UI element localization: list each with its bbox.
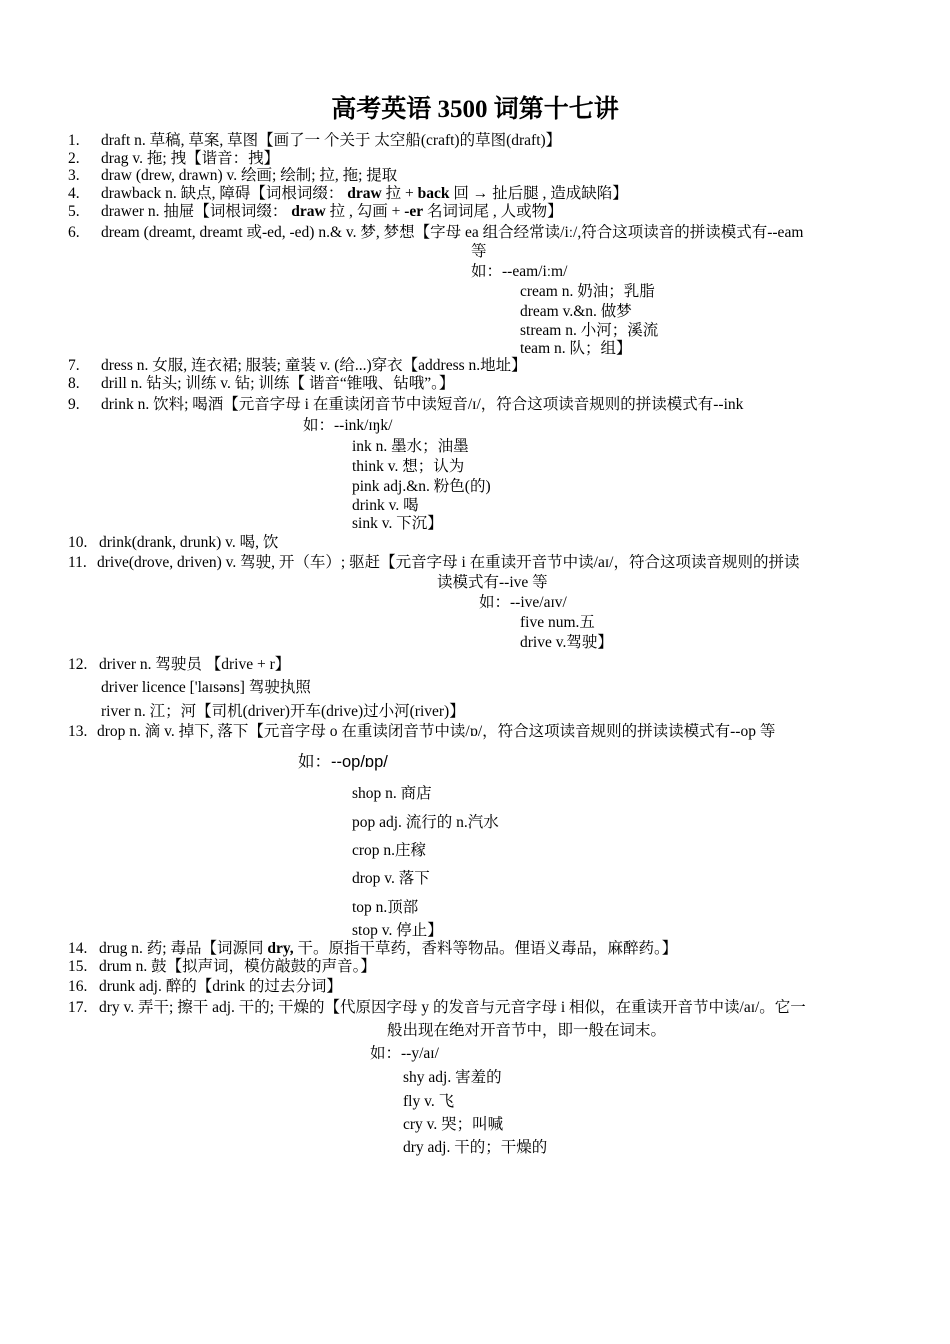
entry-17-cont: 般出现在绝对开音节中，即一般在词末。 [387,1022,667,1039]
entry-3-text: draw (drew, drawn) v. 绘画; 绘制; 拉, 拖; 提取 [101,167,398,184]
entry-12-num: 12. [68,656,88,673]
entry-6-word: cream n. 奶油；乳脂 [520,283,655,300]
entry-1-text: draft n. 草稿, 草案, 草图【画了一 个关于 太空船(craft)的草图(draft)】 [101,132,562,149]
entry-3-num: 3. [68,167,80,184]
entry-12-text: driver n. 驾驶员 【drive + r】 [99,656,291,673]
entry-6-word: dream v.&n. 做梦 [520,303,632,320]
entry-17-word: cry v. 哭；叫喊 [403,1116,504,1133]
entry-13-word: crop n.庄稼 [352,842,427,859]
entry-13-word: pop adj. 流行的 n.汽水 [352,814,499,831]
entry-2-text: drag v. 拖; 拽【谐音：拽】 [101,150,280,167]
entry-11-num: 11. [68,554,87,571]
entry-6-word: team n. 队；组】 [520,340,632,357]
entry-13-word: top n.顶部 [352,899,419,916]
entry-11-text: drive(drove, driven) v. 驾驶, 开（车）; 驱赶【元音字母 i 在重读开音节中读/aɪ/，符合这项读音规则的拼读 [97,554,800,571]
entry-1-num: 1. [68,132,80,149]
entry-12-line: driver licence ['laɪsəns] 驾驶执照 [101,679,311,696]
entry-13-word: stop v. 停止】 [352,922,443,939]
entry-9-word: think v. 想；认为 [352,458,465,475]
entry-9-text: drink n. 饮料; 喝酒【元音字母 i 在重读闭音节中读短音/ɪ/，符合这项读音规则的拼读模式有--ink [101,396,744,413]
entry-17-word: dry adj. 干的；干燥的 [403,1139,548,1156]
entry-6-num: 6. [68,224,80,241]
entry-12-line: river n. 江；河【司机(driver)开车(drive)过小河(river)】 [101,703,465,720]
entry-4-text: drawback n. 缺点, 障碍【词根词缀： draw 拉 + back 回 → 扯后腿 , 造成缺陷】 [101,185,628,202]
entry-6-word: stream n. 小河；溪流 [520,322,659,339]
entry-6-cont: 等 [471,243,487,260]
entry-10-text: drink(drank, drunk) v. 喝, 饮 [99,534,279,551]
entry-4-num: 4. [68,185,80,202]
entry-5-num: 5. [68,203,80,220]
entry-15-text: drum n. 鼓【拟声词，模仿敲鼓的声音。】 [99,958,376,975]
entry-15-num: 15. [68,958,88,975]
entry-13-text: drop n. 滴 v. 掉下, 落下【元音字母 o 在重读闭音节中读/ɒ/，符合这项读音规则的拼读读模式有--op 等 [97,723,776,740]
entry-17-example: 如：--y/aɪ/ [370,1045,439,1062]
entry-16-text: drunk adj. 醉的【drink 的过去分词】 [99,978,342,995]
entry-8-num: 8. [68,375,80,392]
entry-7-num: 7. [68,357,80,374]
entry-11-example: 如：--ive/aɪv/ [479,594,567,611]
entry-8-text: drill n. 钻头; 训练 v. 钻; 训练【 谐音“锥哦、钻哦”。】 [101,375,455,392]
entry-13-num: 13. [68,723,88,740]
entry-9-word: sink v. 下沉】 [352,515,443,532]
entry-6-example: 如：--eam/iːm/ [471,263,568,280]
entry-11-cont: 读模式有--ive 等 [437,574,548,591]
entry-11-word: drive v.驾驶】 [520,634,613,651]
entry-9-word: pink adj.&n. 粉色(的) [352,478,491,495]
entry-10-num: 10. [68,534,88,551]
entry-5-text: drawer n. 抽屉【词根词缀： draw 拉 , 勾画 + -er 名词词尾 , 人或物】 [101,203,563,220]
entry-11-word: five num.五 [520,614,595,631]
page-title: 高考英语 3500 词第十七讲 [331,96,619,123]
entry-2-num: 2. [68,150,80,167]
entry-9-word: ink n. 墨水；油墨 [352,438,469,455]
entry-9-example: 如：--ink/ɪŋk/ [303,417,393,434]
entry-7-text: dress n. 女服, 连衣裙; 服装; 童装 v. (给...)穿衣【address n.地址】 [101,357,527,374]
entry-13-word: drop v. 落下 [352,870,430,887]
entry-9-word: drink v. 喝 [352,497,419,514]
entry-17-num: 17. [68,999,88,1016]
entry-16-num: 16. [68,978,88,995]
entry-17-text: dry v. 弄干; 擦干 adj. 干的; 干燥的【代原因字母 y 的发音与元音字母 i 相似，在重读开音节中读/aɪ/。它一 [99,999,806,1016]
entry-6-text: dream (dreamt, dreamt 或-ed, -ed) n.& v. 梦, 梦想【字母 ea 组合经常读/iː/,符合这项读音的拼读模式有--eam [101,224,804,241]
entry-17-word: shy adj. 害羞的 [403,1069,502,1086]
entry-13-example: 如：--op/ɒp/ [298,753,388,771]
entry-9-num: 9. [68,396,80,413]
entry-14-text: drug n. 药; 毒品【词源同 dry, 干。原指干草药，香料等物品。俚语义毒品，麻醉药。】 [99,940,678,957]
entry-13-word: shop n. 商店 [352,785,432,802]
entry-14-num: 14. [68,940,88,957]
entry-17-word: fly v. 飞 [403,1093,455,1110]
